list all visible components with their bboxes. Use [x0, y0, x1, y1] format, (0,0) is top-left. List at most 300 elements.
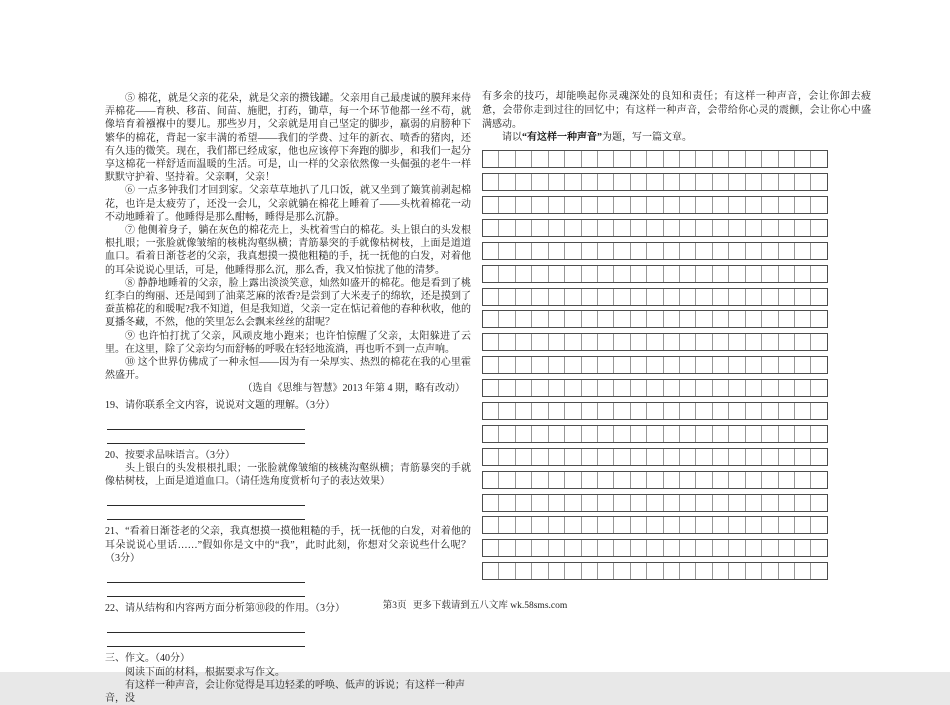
writing-grid-cell [679, 151, 695, 167]
writing-grid-cell [498, 174, 514, 190]
writing-grid-cell [613, 517, 629, 533]
writing-grid-cell [581, 380, 597, 396]
writing-grid-cell [531, 266, 547, 282]
writing-grid-cell [761, 380, 777, 396]
writing-grid-cell [531, 334, 547, 350]
writing-grid-cell [728, 174, 744, 190]
writing-grid-cell [712, 289, 728, 305]
writing-grid-cell [630, 266, 646, 282]
writing-grid-row [482, 425, 828, 443]
writing-grid-cell [630, 495, 646, 511]
answer-line [107, 569, 305, 583]
writing-grid-cell [613, 403, 629, 419]
writing-grid-cell [794, 540, 810, 556]
writing-grid-cell [498, 403, 514, 419]
writing-grid-cell [810, 334, 826, 350]
writing-grid-cell [712, 380, 728, 396]
writing-grid-row [482, 310, 828, 328]
writing-grid-cell [483, 380, 498, 396]
passage-paragraph-5: ⑨ 也许怕打扰了父亲，风顽皮地小跑来；也许怕惊醒了父亲，太阳躲进了云里。在这里，除了父亲均匀而舒畅的呼吸在轻轻地流淌，再也听不到一点声响。 [105, 330, 471, 355]
writing-grid-cell [810, 174, 826, 190]
writing-grid-cell [483, 266, 498, 282]
writing-grid-cell [564, 357, 580, 373]
writing-grid-cell [728, 334, 744, 350]
writing-grid-cell [548, 563, 564, 579]
writing-grid-cell [515, 311, 531, 327]
writing-grid-cell [663, 311, 679, 327]
writing-grid-cell [531, 563, 547, 579]
writing-grid-cell [581, 289, 597, 305]
writing-grid-cell [810, 495, 826, 511]
writing-grid-row [482, 265, 828, 283]
writing-grid-cell [761, 197, 777, 213]
writing-grid-cell [728, 403, 744, 419]
writing-grid-cell [810, 540, 826, 556]
prompt-prefix: 请以 [502, 132, 522, 144]
writing-grid-cell [548, 472, 564, 488]
writing-grid-cell [810, 197, 826, 213]
writing-grid-cell [695, 380, 711, 396]
writing-grid-cell [663, 334, 679, 350]
writing-grid-cell [761, 311, 777, 327]
writing-grid-cell [761, 289, 777, 305]
writing-grid-cell [498, 495, 514, 511]
composition-material-continued: 有多余的技巧，却能唤起你灵魂深处的良知和责任；有这样一种声音，会让你卸去疲惫，会带你走到过往的回忆中；有这样一种声音，会带给你心灵的震颤，会让你心中盛满感动。 [482, 91, 871, 130]
writing-grid-cell [761, 426, 777, 442]
writing-grid-cell [778, 174, 794, 190]
writing-grid-cell [483, 517, 498, 533]
writing-grid-cell [663, 243, 679, 259]
writing-grid-cell [581, 151, 597, 167]
writing-grid-cell [630, 197, 646, 213]
writing-grid-cell [531, 220, 547, 236]
writing-grid-cell [564, 563, 580, 579]
writing-grid-cell [597, 311, 613, 327]
writing-grid-cell [581, 334, 597, 350]
composition-instruction: 阅读下面的材料，根据要求写作文。 [125, 666, 285, 678]
writing-grid-cell [613, 334, 629, 350]
writing-grid-cell [483, 495, 498, 511]
passage-paragraph-1: ⑤ 棉花，就是父亲的花朵，就是父亲的攒钱罐。父亲用自己最虔诚的膜拜来侍弄棉花——育秧、移苗、间苗、施肥，打药，锄草，每一个环节他都一丝不苟，就像培育着襁褓中的婴儿。那些岁月，父亲就是用自己坚定的脚步，羸弱的肩膀种下繁华的棉花，背起一家丰满的希望——我们的学费、过年的新衣、喷香的猪肉，还有久违的微笑。现在，我们都已经成家，他也应该停下奔跑的脚步，和我们一起分享这棉花一样舒适而温暖的生活。可是，山一样的父亲依然像一头倔强的老牛一样默默守护着、坚持着。父亲啊，父亲！ [105, 93, 471, 184]
writing-grid-cell [498, 243, 514, 259]
writing-grid-cell [695, 151, 711, 167]
writing-grid-cell [515, 289, 531, 305]
writing-grid-cell [498, 472, 514, 488]
writing-grid-cell [515, 243, 531, 259]
prompt-title: “有这样一种声音” [522, 132, 602, 144]
writing-grid-cell [613, 449, 629, 465]
writing-grid-cell [515, 197, 531, 213]
writing-grid-cell [581, 540, 597, 556]
writing-grid-cell [794, 357, 810, 373]
writing-grid-cell [581, 517, 597, 533]
writing-grid-cell [597, 380, 613, 396]
writing-grid-cell [630, 334, 646, 350]
writing-grid-cell [695, 334, 711, 350]
writing-grid-cell [728, 472, 744, 488]
writing-grid-cell [646, 357, 662, 373]
writing-grid-cell [745, 449, 761, 465]
writing-grid-cell [695, 449, 711, 465]
writing-grid-cell [745, 380, 761, 396]
writing-grid-cell [646, 517, 662, 533]
writing-grid-cell [531, 197, 547, 213]
writing-grid-row [482, 196, 828, 214]
writing-grid-cell [646, 289, 662, 305]
writing-grid-cell [646, 472, 662, 488]
writing-grid-cell [745, 540, 761, 556]
writing-grid-cell [548, 426, 564, 442]
writing-grid-cell [564, 403, 580, 419]
writing-grid-cell [646, 311, 662, 327]
writing-grid-cell [630, 220, 646, 236]
writing-grid-cell [712, 495, 728, 511]
composition-prompt [482, 131, 871, 145]
writing-grid-cell [581, 403, 597, 419]
answer-line [107, 430, 305, 444]
writing-grid-cell [531, 540, 547, 556]
writing-grid-cell [564, 311, 580, 327]
writing-grid-cell [581, 266, 597, 282]
passage-paragraph-2: ⑥ 一点多钟我们才回到家。父亲草草地扒了几口饭，就又坐到了簸箕前剥起棉花，也许是太疲劳了，还没一会儿，父亲就躺在棉花上睡着了——头枕着棉花一动不动地睡着了。他睡得是那么酣畅，睡得是那么沉静。 [105, 185, 471, 223]
writing-grid-cell [778, 151, 794, 167]
writing-grid-cell [483, 243, 498, 259]
writing-grid-cell [564, 220, 580, 236]
writing-grid-cell [810, 380, 826, 396]
writing-grid-cell [483, 449, 498, 465]
writing-grid-cell [761, 495, 777, 511]
writing-grid-cell [564, 426, 580, 442]
writing-grid-cell [712, 563, 728, 579]
writing-grid-row [482, 448, 828, 466]
writing-grid-cell [810, 311, 826, 327]
question-block-1 [105, 399, 471, 444]
writing-grid-cell [597, 220, 613, 236]
writing-grid-cell [794, 266, 810, 282]
writing-grid-cell [613, 243, 629, 259]
answer-line [107, 416, 305, 430]
writing-grid-cell [712, 472, 728, 488]
writing-grid-cell [548, 517, 564, 533]
writing-grid-cell [646, 563, 662, 579]
answer-block [107, 619, 471, 647]
writing-grid-cell [745, 243, 761, 259]
writing-grid-cell [679, 540, 695, 556]
writing-grid-cell [663, 517, 679, 533]
writing-grid-cell [483, 151, 498, 167]
writing-grid-cell [794, 243, 810, 259]
writing-grid-cell [663, 449, 679, 465]
writing-grid-cell [498, 197, 514, 213]
writing-grid-cell [613, 266, 629, 282]
writing-grid-cell [531, 380, 547, 396]
writing-grid-cell [564, 495, 580, 511]
writing-grid-cell [712, 243, 728, 259]
answer-block [107, 569, 471, 597]
writing-grid-cell [728, 243, 744, 259]
writing-grid-cell [794, 426, 810, 442]
writing-grid-cell [810, 151, 826, 167]
writing-grid-cell [663, 289, 679, 305]
writing-grid-cell [548, 540, 564, 556]
writing-grid-cell [712, 357, 728, 373]
writing-grid-cell [794, 151, 810, 167]
passage-paragraph-6: ⑩ 这个世界仿佛成了一种永恒——因为有一朵厚实、热烈的棉花在我的心里霍然盛开。 [105, 357, 471, 382]
writing-grid-cell [564, 449, 580, 465]
writing-grid-cell [515, 495, 531, 511]
writing-grid-cell [613, 540, 629, 556]
writing-grid-cell [498, 334, 514, 350]
writing-grid-cell [498, 517, 514, 533]
writing-grid-cell [646, 403, 662, 419]
writing-grid-cell [498, 311, 514, 327]
writing-grid-cell [597, 517, 613, 533]
writing-grid-cell [531, 289, 547, 305]
writing-grid-cell [695, 220, 711, 236]
writing-grid-cell [712, 540, 728, 556]
question-label: 20、按要求品味语言。（3分） [105, 449, 235, 461]
writing-grid-cell [761, 563, 777, 579]
left-column [105, 92, 471, 705]
writing-grid-cell [745, 403, 761, 419]
writing-grid-cell [581, 357, 597, 373]
writing-grid-cell [712, 151, 728, 167]
writing-grid-cell [564, 472, 580, 488]
writing-grid-cell [613, 472, 629, 488]
writing-grid-cell [597, 495, 613, 511]
writing-grid-cell [794, 563, 810, 579]
writing-grid-cell [483, 289, 498, 305]
writing-grid-cell [778, 289, 794, 305]
reading-passage [105, 92, 471, 382]
writing-grid-row [482, 402, 828, 420]
writing-grid-cell [630, 174, 646, 190]
writing-grid-cell [794, 334, 810, 350]
writing-grid-cell [531, 495, 547, 511]
writing-grid-cell [630, 357, 646, 373]
writing-grid-cell [498, 540, 514, 556]
writing-grid-cell [597, 243, 613, 259]
question-label: 21、“看着日渐苍老的父亲，我真想摸一摸他粗糙的手，抚一抚他的白发，对着他的耳朵说说心里话……”假如你是文中的“我”，此时此刻，你想对父亲说些什么呢？（3分） [105, 526, 471, 564]
writing-grid-cell [810, 243, 826, 259]
writing-grid-cell [483, 311, 498, 327]
writing-grid-cell [745, 151, 761, 167]
writing-grid-cell [712, 334, 728, 350]
writing-grid-cell [728, 197, 744, 213]
footer-download-note: 更多下载请到五八文库 wk.58sms.com [412, 601, 568, 611]
writing-grid-cell [761, 243, 777, 259]
writing-grid-cell [728, 151, 744, 167]
writing-grid [482, 150, 828, 580]
writing-grid-cell [498, 220, 514, 236]
writing-grid-cell [548, 197, 564, 213]
writing-grid-cell [761, 472, 777, 488]
writing-grid-cell [761, 449, 777, 465]
writing-grid-cell [810, 449, 826, 465]
writing-grid-cell [564, 517, 580, 533]
writing-grid-cell [663, 220, 679, 236]
writing-grid-cell [794, 197, 810, 213]
writing-grid-cell [531, 517, 547, 533]
writing-grid-cell [498, 266, 514, 282]
writing-grid-cell [498, 563, 514, 579]
writing-grid-cell [679, 517, 695, 533]
writing-grid-cell [597, 357, 613, 373]
writing-grid-cell [663, 426, 679, 442]
writing-grid-cell [679, 495, 695, 511]
writing-grid-cell [531, 472, 547, 488]
writing-grid-cell [761, 151, 777, 167]
writing-grid-cell [630, 403, 646, 419]
writing-grid-cell [778, 403, 794, 419]
page-footer [0, 597, 950, 611]
writing-grid-cell [695, 540, 711, 556]
writing-grid-cell [531, 243, 547, 259]
writing-grid-cell [581, 449, 597, 465]
writing-grid-cell [498, 380, 514, 396]
writing-grid-cell [515, 220, 531, 236]
writing-grid-cell [548, 380, 564, 396]
writing-grid-cell [728, 311, 744, 327]
writing-grid-cell [597, 289, 613, 305]
writing-grid-cell [810, 357, 826, 373]
writing-grid-cell [548, 357, 564, 373]
writing-grid-cell [548, 220, 564, 236]
writing-grid-cell [483, 220, 498, 236]
writing-grid-cell [581, 563, 597, 579]
writing-grid-row [482, 494, 828, 512]
passage-paragraph-4: ⑧ 静静地睡着的父亲，脸上露出淡淡笑意，灿然如盛开的棉花。他是看到了桃红李白的绚丽、还是闻到了油菜芝麻的浓香?是尝到了大米麦子的绵软，还是摸到了蚕茧棉花的和暖呢?我不知道，但是我知道，父亲一定在惦记着他的春种秋收，他的夏播冬藏，不然，他的笑里怎么会飘来丝丝的甜呢？ [105, 277, 471, 329]
writing-grid-cell [695, 495, 711, 511]
writing-grid-cell [548, 174, 564, 190]
writing-grid-cell [728, 517, 744, 533]
right-column [482, 90, 871, 585]
writing-grid-cell [613, 220, 629, 236]
writing-grid-cell [761, 357, 777, 373]
writing-grid-cell [810, 289, 826, 305]
writing-grid-cell [597, 403, 613, 419]
writing-grid-cell [483, 403, 498, 419]
writing-grid-cell [548, 449, 564, 465]
writing-grid-cell [810, 220, 826, 236]
writing-grid-cell [613, 174, 629, 190]
writing-grid-cell [597, 197, 613, 213]
writing-grid-cell [712, 311, 728, 327]
writing-grid-row [482, 562, 828, 580]
writing-grid-cell [564, 380, 580, 396]
writing-grid-cell [646, 495, 662, 511]
writing-grid-cell [646, 426, 662, 442]
writing-grid-cell [728, 266, 744, 282]
writing-grid-cell [515, 540, 531, 556]
writing-grid-cell [564, 197, 580, 213]
writing-grid-cell [630, 426, 646, 442]
writing-grid-cell [663, 495, 679, 511]
writing-grid-cell [794, 449, 810, 465]
writing-grid-cell [581, 197, 597, 213]
writing-grid-cell [531, 151, 547, 167]
writing-grid-cell [679, 266, 695, 282]
writing-grid-cell [728, 426, 744, 442]
writing-grid-cell [630, 311, 646, 327]
writing-grid-cell [515, 449, 531, 465]
writing-grid-cell [630, 243, 646, 259]
writing-grid-cell [778, 426, 794, 442]
passage-paragraph-3: ⑦ 他侧着身子，躺在灰色的棉花壳上，头枕着雪白的棉花。头上银白的头发根根扎眼；一张脸就像皱缩的核桃沟壑纵横；青筋暴突的手就像枯树枝，上面是道道血口。看着日渐苍老的父亲，我真想摸一摸他粗糙的手，抚一抚他的白发，对着他的耳朵说说心里话，可是，他睡得那么沉，那么香，我又怕惊扰了他的清梦。 [105, 225, 471, 276]
writing-grid-cell [548, 289, 564, 305]
writing-grid-cell [695, 403, 711, 419]
writing-grid-cell [695, 174, 711, 190]
writing-grid-cell [679, 311, 695, 327]
writing-grid-cell [810, 472, 826, 488]
writing-grid-row [482, 539, 828, 557]
writing-grid-cell [646, 197, 662, 213]
writing-grid-cell [646, 243, 662, 259]
writing-grid-cell [679, 243, 695, 259]
writing-grid-cell [745, 495, 761, 511]
writing-grid-cell [728, 563, 744, 579]
writing-grid-cell [531, 403, 547, 419]
writing-grid-cell [663, 266, 679, 282]
writing-grid-cell [695, 472, 711, 488]
writing-grid-cell [613, 357, 629, 373]
writing-grid-cell [663, 563, 679, 579]
writing-grid-cell [679, 289, 695, 305]
writing-grid-cell [564, 151, 580, 167]
writing-grid-cell [515, 472, 531, 488]
writing-grid-cell [728, 220, 744, 236]
writing-grid-cell [597, 334, 613, 350]
writing-grid-cell [581, 426, 597, 442]
writing-grid-cell [531, 357, 547, 373]
writing-grid-cell [794, 220, 810, 236]
writing-grid-cell [810, 426, 826, 442]
writing-grid-cell [646, 540, 662, 556]
question-label: 22、请从结构和内容两方面分析第⑩段的作用。（3分） [105, 603, 345, 615]
writing-grid-cell [630, 540, 646, 556]
writing-grid-cell [778, 472, 794, 488]
writing-grid-cell [679, 403, 695, 419]
writing-grid-cell [712, 426, 728, 442]
writing-grid-cell [515, 334, 531, 350]
writing-grid-cell [548, 495, 564, 511]
writing-grid-cell [564, 266, 580, 282]
writing-grid-cell [483, 563, 498, 579]
writing-grid-cell [515, 266, 531, 282]
question-quote: 头上银白的头发根根扎眼；一张脸就像皱缩的核桃沟壑纵横；青筋暴突的手就像枯树枝，上面是道道血口。（请任选角度赏析句子的表达效果） [105, 463, 471, 488]
writing-grid-cell [581, 495, 597, 511]
writing-grid-row [482, 379, 828, 397]
question-block-3 [105, 525, 471, 597]
writing-grid-cell [745, 563, 761, 579]
writing-grid-cell [515, 517, 531, 533]
writing-grid-row [482, 471, 828, 489]
composition-section-title: 三、作文。（40分） [105, 653, 190, 665]
writing-grid-cell [663, 403, 679, 419]
writing-grid-cell [531, 449, 547, 465]
writing-grid-cell [745, 220, 761, 236]
writing-grid-cell [761, 403, 777, 419]
writing-grid-cell [778, 563, 794, 579]
writing-grid-cell [531, 311, 547, 327]
writing-grid-cell [679, 220, 695, 236]
writing-grid-cell [695, 563, 711, 579]
writing-grid-cell [778, 266, 794, 282]
writing-grid-row [482, 333, 828, 351]
writing-grid-cell [498, 151, 514, 167]
answer-block [107, 492, 471, 520]
writing-grid-cell [695, 517, 711, 533]
